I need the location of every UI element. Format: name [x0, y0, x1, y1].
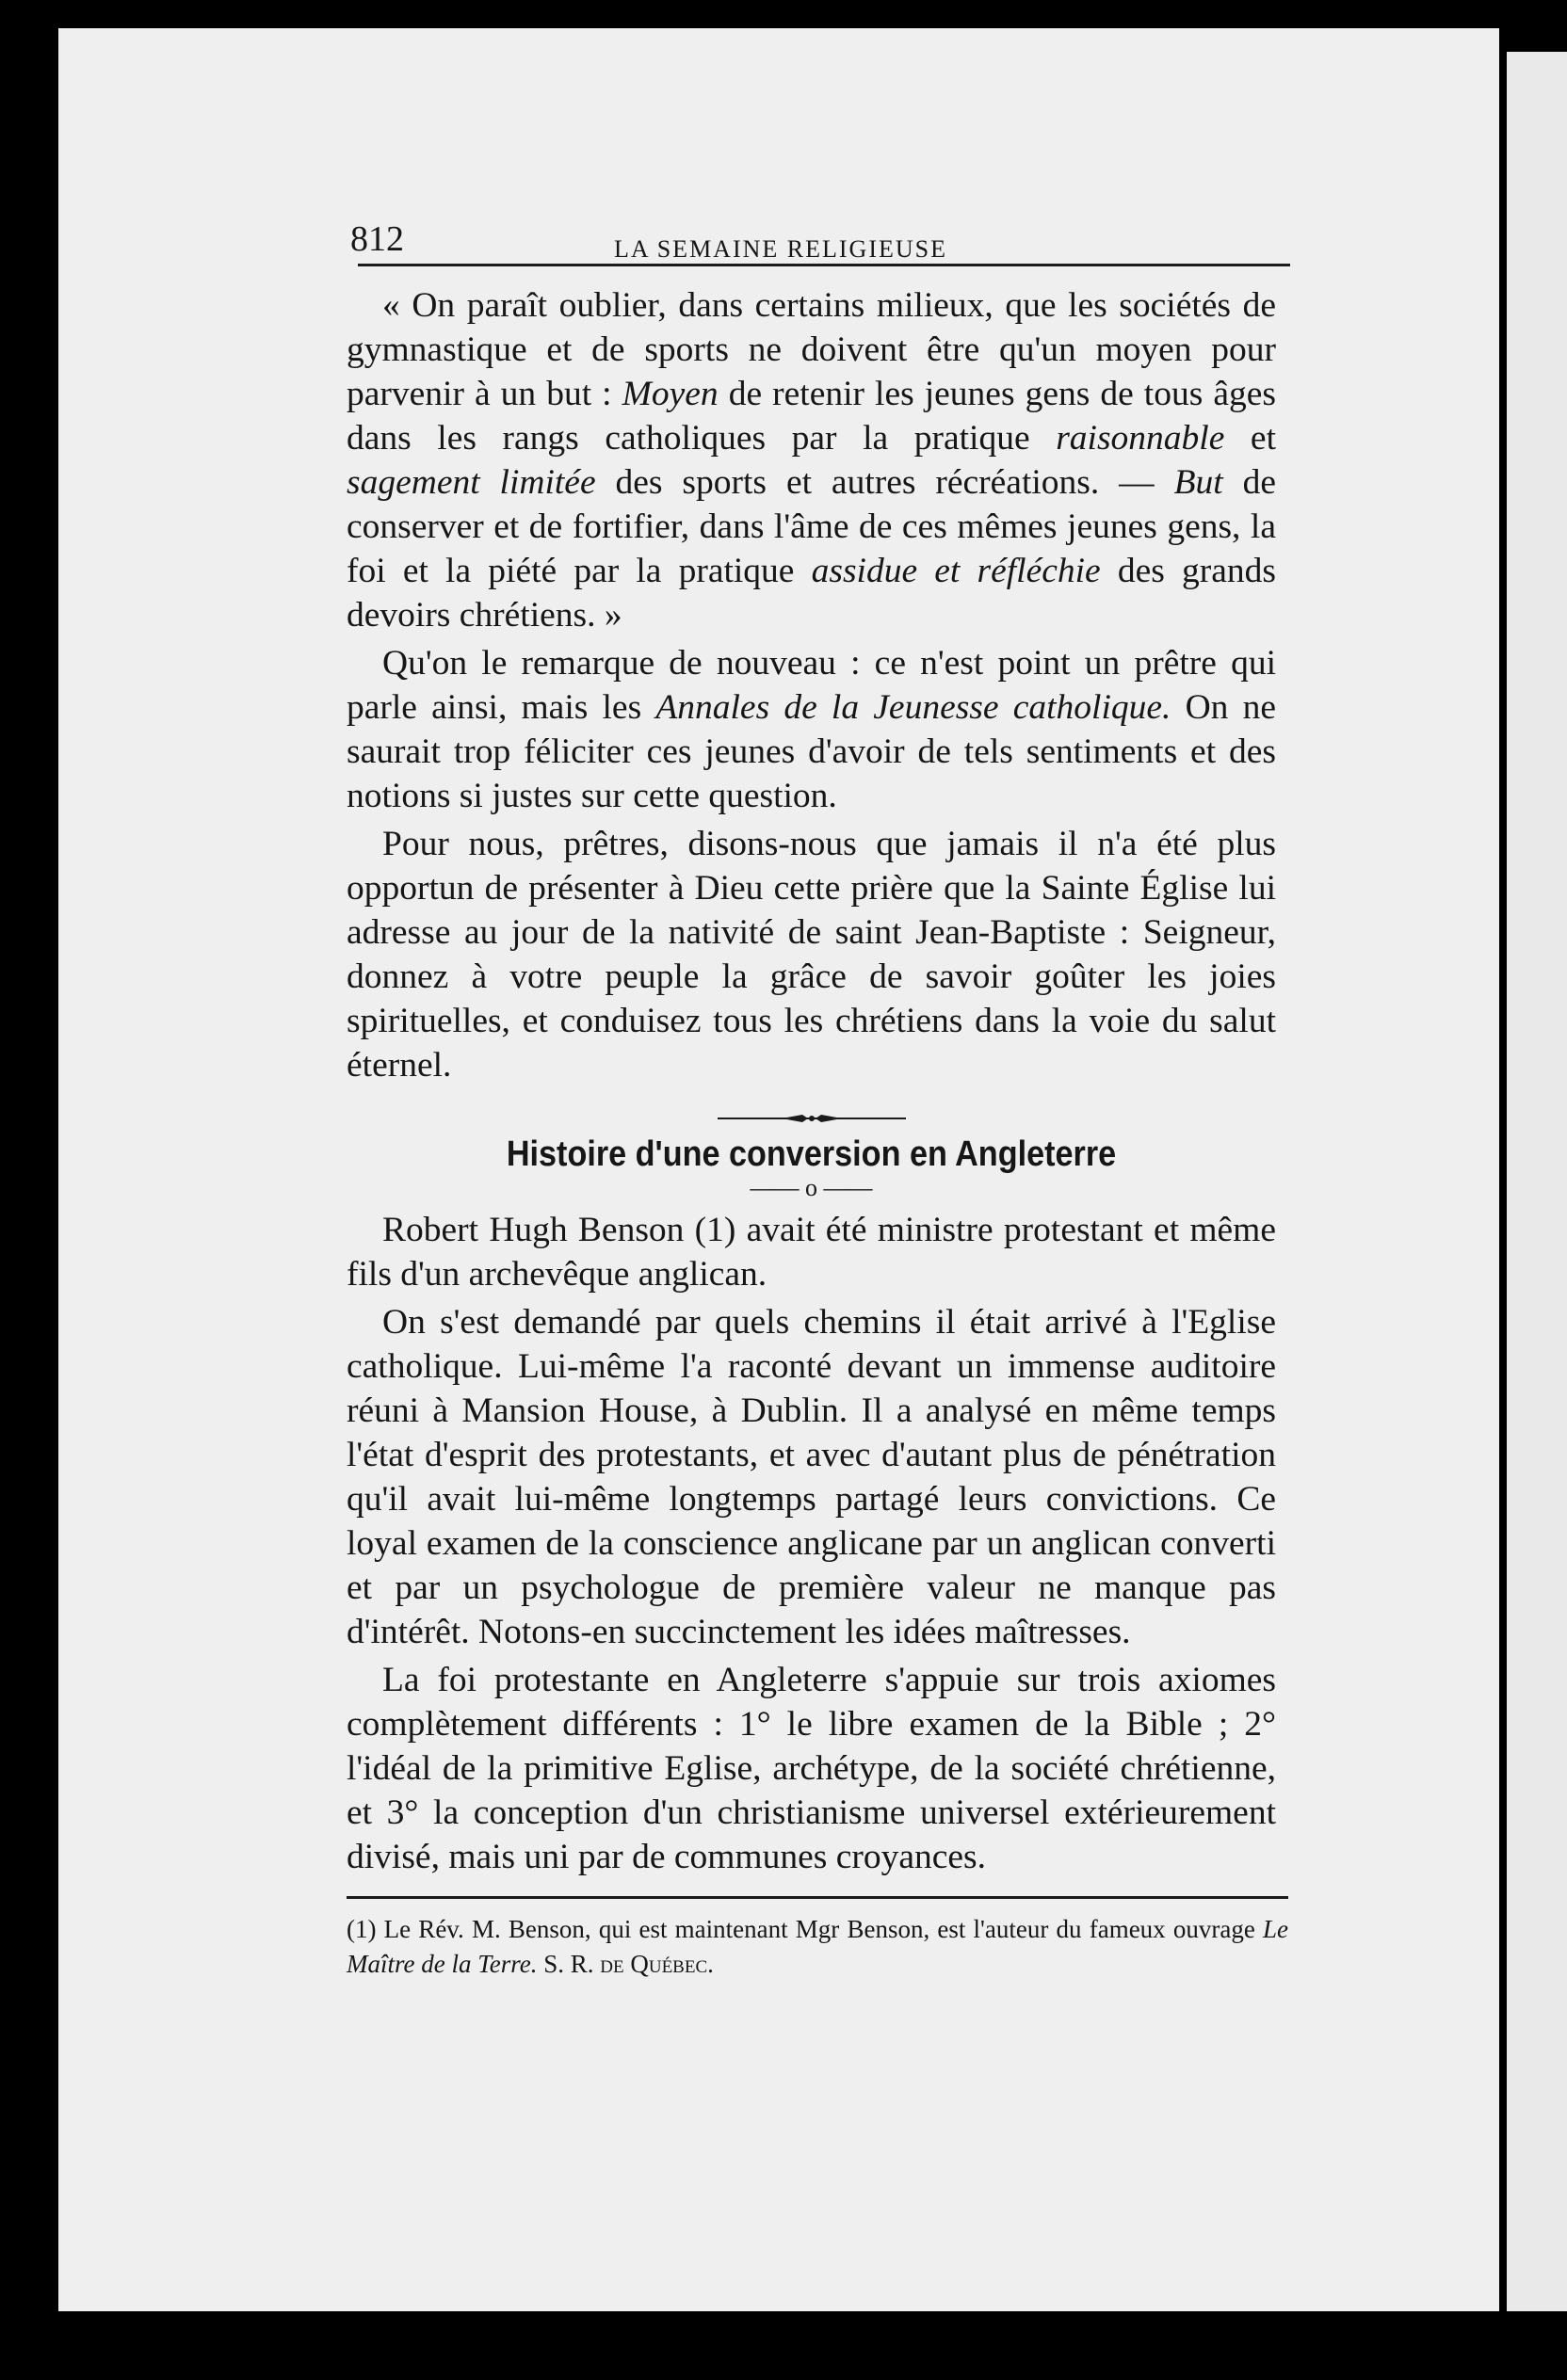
page-content: [292, 198, 1288, 1982]
divider-ornament-icon: [718, 1112, 906, 1125]
quote-text: des grands devoirs chrétiens. »: [347, 552, 1276, 635]
footnote-smallcaps: de Québec.: [600, 1950, 714, 1978]
quote-italic: raisonnable: [1056, 419, 1225, 458]
paragraph-italic: Annales de la Jeunesse catholique.: [655, 688, 1171, 727]
footnote: [347, 1912, 1288, 1982]
paragraph: Robert Hugh Benson (1) avait été ministre protestant et même fils d'un archevêque anglican.: [347, 1211, 1276, 1294]
running-head: [350, 198, 1290, 266]
quote-italic: Moyen: [622, 375, 719, 413]
quote-italic: sagement limitée: [347, 463, 596, 502]
quote-text: de conserver et de fortifier, dans l'âme de ces mêmes jeunes gens, la foi et la piété par la pratique: [347, 463, 1276, 590]
footnote-text: (1) Le Rév. M. Benson, qui est maintenant Mgr Benson, est l'auteur du fameux ouvrage: [347, 1915, 1263, 1943]
quote-text: et: [1224, 419, 1276, 458]
journal-title: LA SEMAINE RELIGIEUSE: [614, 235, 947, 263]
page-number: 812: [350, 219, 404, 259]
quote-italic: assidue et réfléchie: [811, 552, 1101, 590]
paragraph: La foi protestante en Angleterre s'appuie sur trois axiomes complètement différents : 1° le libre examen de la Bible ; 2° l'idéal de la primitive Eglise, archétype, de la société chrétienne, et 3° la conception d'un christianisme universel extérieurement divisé, mais uni par de communes croyances.: [347, 1661, 1276, 1876]
paragraph-text: Qu'on le remarque de nouveau : ce n'est point un prêtre qui parle ainsi, mais les: [347, 644, 1276, 727]
article-body: [347, 283, 1276, 1125]
footnote-text: S. R.: [537, 1950, 601, 1978]
paragraph: On s'est demandé par quels chemins il était arrivé à l'Eglise catholique. Lui-même l'a raconté devant un immense auditoire réuni à Mansion House, à Dublin. Il a analysé en même temps l'état d'esprit des protestants, et avec d'autant plus de pénétration qu'il avait lui-même longtemps partagé leurs convictions. Ce loyal examen de la conscience anglicane par un anglican converti et par un psychologue de première valeur ne manque pas d'intérêt. Notons-en succinctement les idées maîtresses.: [347, 1303, 1276, 1651]
quote-paragraph: [347, 283, 1276, 637]
footnote-italic: Le Maître de la Terre.: [347, 1915, 1288, 1978]
adjacent-page-edge: [1507, 52, 1567, 2311]
article-body-2: [347, 1208, 1276, 1879]
quote-text: « On paraît oublier, dans certains milieux, que les sociétés de gymnastique et de sports ne doivent être qu'un moyen pour parvenir à un but :: [347, 286, 1276, 413]
title-rule: —— o ——: [750, 1174, 873, 1201]
section-ornament: [347, 1112, 1276, 1125]
quote-text: des sports et autres récréations. —: [595, 463, 1174, 502]
paragraph: [347, 641, 1276, 818]
footnote-rule: [347, 1896, 1288, 1899]
quote-text: de retenir les jeunes gens de tous âges dans les rangs catholiques par la pratique: [347, 375, 1276, 458]
paragraph-text: On ne saurait trop féliciter ces jeunes d'avoir de tels sentiments et des notions si justes sur cette question.: [347, 688, 1276, 815]
paragraph: Pour nous, prêtres, disons-nous que jamais il n'a été plus opportun de présenter à Dieu cette prière que la Sainte Église lui adresse au jour de la nativité de saint Jean-Baptiste : Seigneur, donnez à votre peuple la grâce de savoir goûter les joies spirituelles, et conduisez tous les chrétiens dans la voie du salut éternel.: [347, 825, 1276, 1085]
section-title: Histoire d'une conversion en Angleterre: [506, 1134, 1117, 1174]
quote-italic: But: [1173, 463, 1223, 502]
